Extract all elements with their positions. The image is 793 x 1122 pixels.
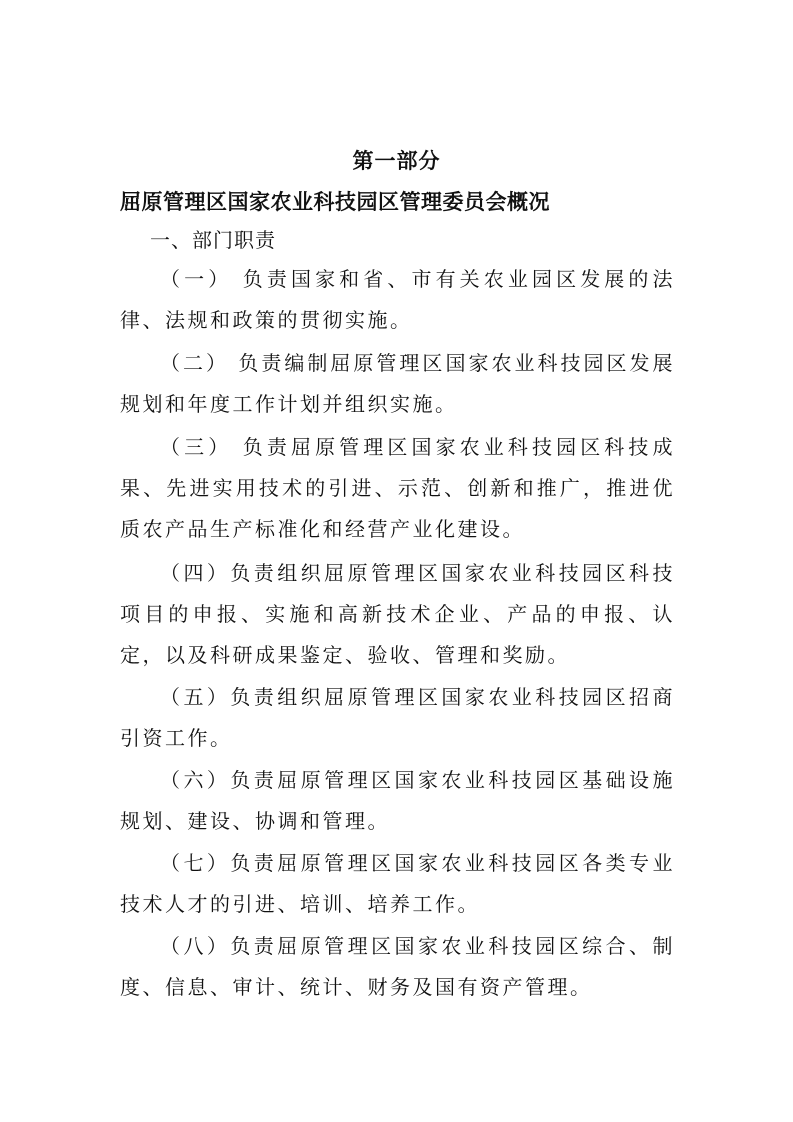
organization-title: 屈原管理区国家农业科技园区管理委员会概况	[120, 190, 550, 214]
duty-paragraph-8: （八）负责屈原管理区国家农业科技园区综合、制度、信息、审计、统计、财务及国有资产管理。	[120, 934, 675, 999]
duty-paragraph-4: （四）负责组织屈原管理区国家农业科技园区科技项目的申报、实施和高新技术企业、产品的申报、认定，以及科研成果鉴定、验收、管理和奖励。	[120, 561, 675, 667]
duty-paragraph-6: （六）负责屈原管理区国家农业科技园区基础设施规划、建设、协调和管理。	[120, 768, 675, 833]
duty-paragraph-3: （三） 负责屈原管理区国家农业科技园区科技成果、先进实用技术的引进、示范、创新和推广，推进优质农产品生产标准化和经营产业化建设。	[120, 435, 675, 541]
duty-paragraph-7: （七）负责屈原管理区国家农业科技园区各类专业技术人才的引进、培训、培养工作。	[120, 851, 675, 916]
part-title: 第一部分	[352, 149, 441, 173]
duty-paragraph-2: （二） 负责编制屈原管理区国家农业科技园区发展规划和年度工作计划并组织实施。	[120, 351, 675, 416]
duty-paragraph-5: （五）负责组织屈原管理区国家农业科技园区招商引资工作。	[120, 685, 675, 750]
duty-paragraph-1: （一） 负责国家和省、市有关农业园区发展的法律、法规和政策的贯彻实施。	[120, 267, 675, 332]
section-heading: 一、部门职责	[150, 228, 276, 252]
